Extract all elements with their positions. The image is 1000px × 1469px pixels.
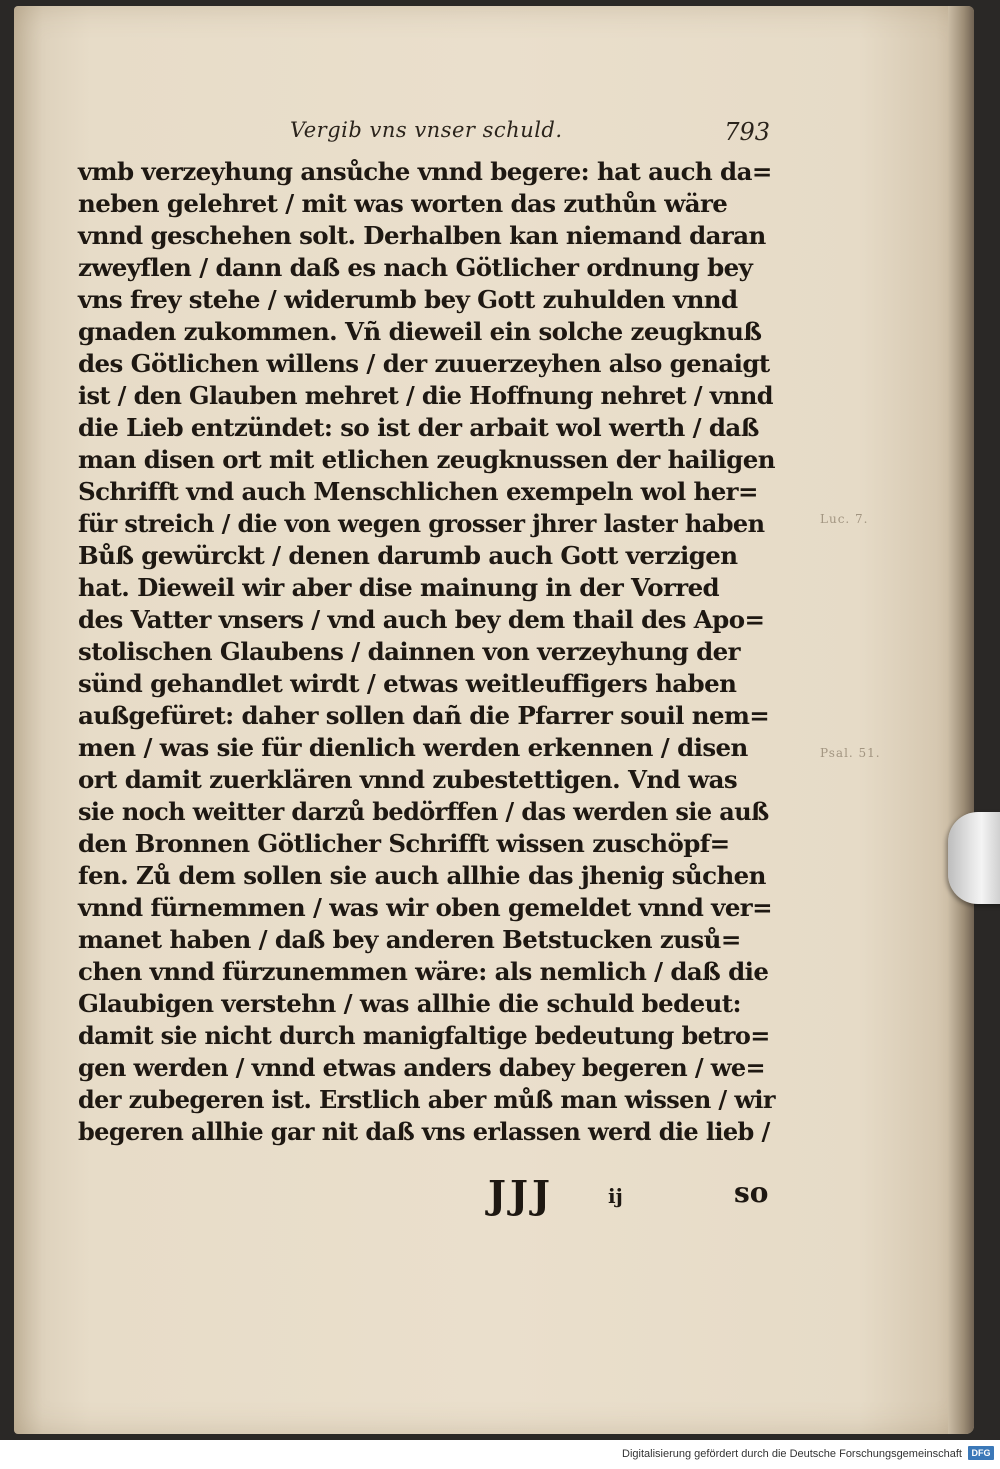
signature-mark: JJJ (488, 1172, 554, 1217)
text-line: sünd gehandlet wirdt / etwas weitleuffigers haben (78, 669, 737, 698)
text-line: zweyflen / dann daß es nach Götlicher ordnung bey (78, 253, 753, 282)
page-footer (78, 1172, 778, 1220)
text-line: sie noch weitter darzů bedörffen / das werden sie auß (78, 797, 769, 826)
text-line: vmb verzeyhung ansůche vnnd begere: hat auch da= (78, 157, 772, 186)
text-line: vnnd geschehen solt. Derhalben kan niemand daran (78, 221, 766, 250)
running-head: Vergib vns vnser schuld. (290, 118, 563, 142)
text-line: stolischen Glaubens / dainnen von verzeyhung der (78, 637, 740, 666)
text-line: gnaden zukommen. Vñ dieweil ein solche zeugknuß (78, 317, 762, 346)
body-text (78, 156, 778, 1148)
dfg-logo: DFG (968, 1446, 994, 1460)
text-line: hat. Dieweil wir aber dise mainung in der Vorred (78, 573, 720, 602)
text-line: ist / den Glauben mehret / die Hoffnung nehret / vnnd (78, 381, 773, 410)
text-line: chen vnnd fürzunemmen wäre: als nemlich / daß die (78, 957, 769, 986)
text-line: Schrifft vnd auch Menschlichen exempeln wol her= (78, 477, 758, 506)
text-line: Glaubigen verstehn / was allhie die schuld bedeut: (78, 989, 741, 1018)
text-line: fen. Zů dem sollen sie auch allhie das jhenig sůchen (78, 861, 766, 890)
text-line: den Bronnen Götlicher Schrifft wissen zuschöpf= (78, 829, 730, 858)
text-line: die Lieb entzündet: so ist der arbait wol werth / daß (78, 413, 759, 442)
text-line: ort damit zuerklären vnnd zubestettigen. Vnd was (78, 765, 738, 794)
catchword: so (734, 1176, 769, 1209)
text-line: man disen ort mit etlichen zeugknussen der hailigen (78, 445, 775, 474)
text-line: damit sie nicht durch manigfaltige bedeutung betro= (78, 1021, 770, 1050)
funding-credit: Digitalisierung gefördert durch die Deutsche Forschungsgemeinschaft (622, 1448, 962, 1460)
page-clip (948, 812, 1000, 904)
margin-note: Luc. 7. (820, 512, 869, 526)
text-line: außgefüret: daher sollen dañ die Pfarrer souil nem= (78, 701, 770, 730)
footer-bar (0, 1440, 1000, 1469)
margin-note: Psal. 51. (820, 746, 881, 760)
page-edge (948, 6, 974, 1434)
text-line: vns frey stehe / widerumb bey Gott zuhulden vnnd (78, 285, 738, 314)
text-line: für streich / die von wegen grosser jhrer laster haben (78, 509, 765, 538)
page-number: 793 (724, 118, 770, 146)
text-line: vnnd fürnemmen / was wir oben gemeldet vnnd ver= (78, 893, 773, 922)
text-line: men / was sie für dienlich werden erkennen / disen (78, 733, 748, 762)
text-line: Bůß gewürckt / denen darumb auch Gott verzigen (78, 541, 738, 570)
text-line: gen werden / vnnd etwas anders dabey begeren / we= (78, 1053, 766, 1082)
text-line: neben gelehret / mit was worten das zuthůn wäre (78, 189, 728, 218)
text-line: des Vatter vnsers / vnd auch bey dem thail des Apo= (78, 605, 765, 634)
text-line: des Götlichen willens / der zuuerzeyhen also genaigt (78, 349, 770, 378)
text-line: der zubegeren ist. Erstlich aber můß man wissen / wir (78, 1085, 775, 1114)
signature-sub: ij (608, 1184, 623, 1208)
text-line: manet haben / daß bey anderen Betstucken zusů= (78, 925, 741, 954)
text-line: begeren allhie gar nit daß vns erlassen werd die lieb / (78, 1117, 770, 1146)
page-header (290, 118, 770, 152)
